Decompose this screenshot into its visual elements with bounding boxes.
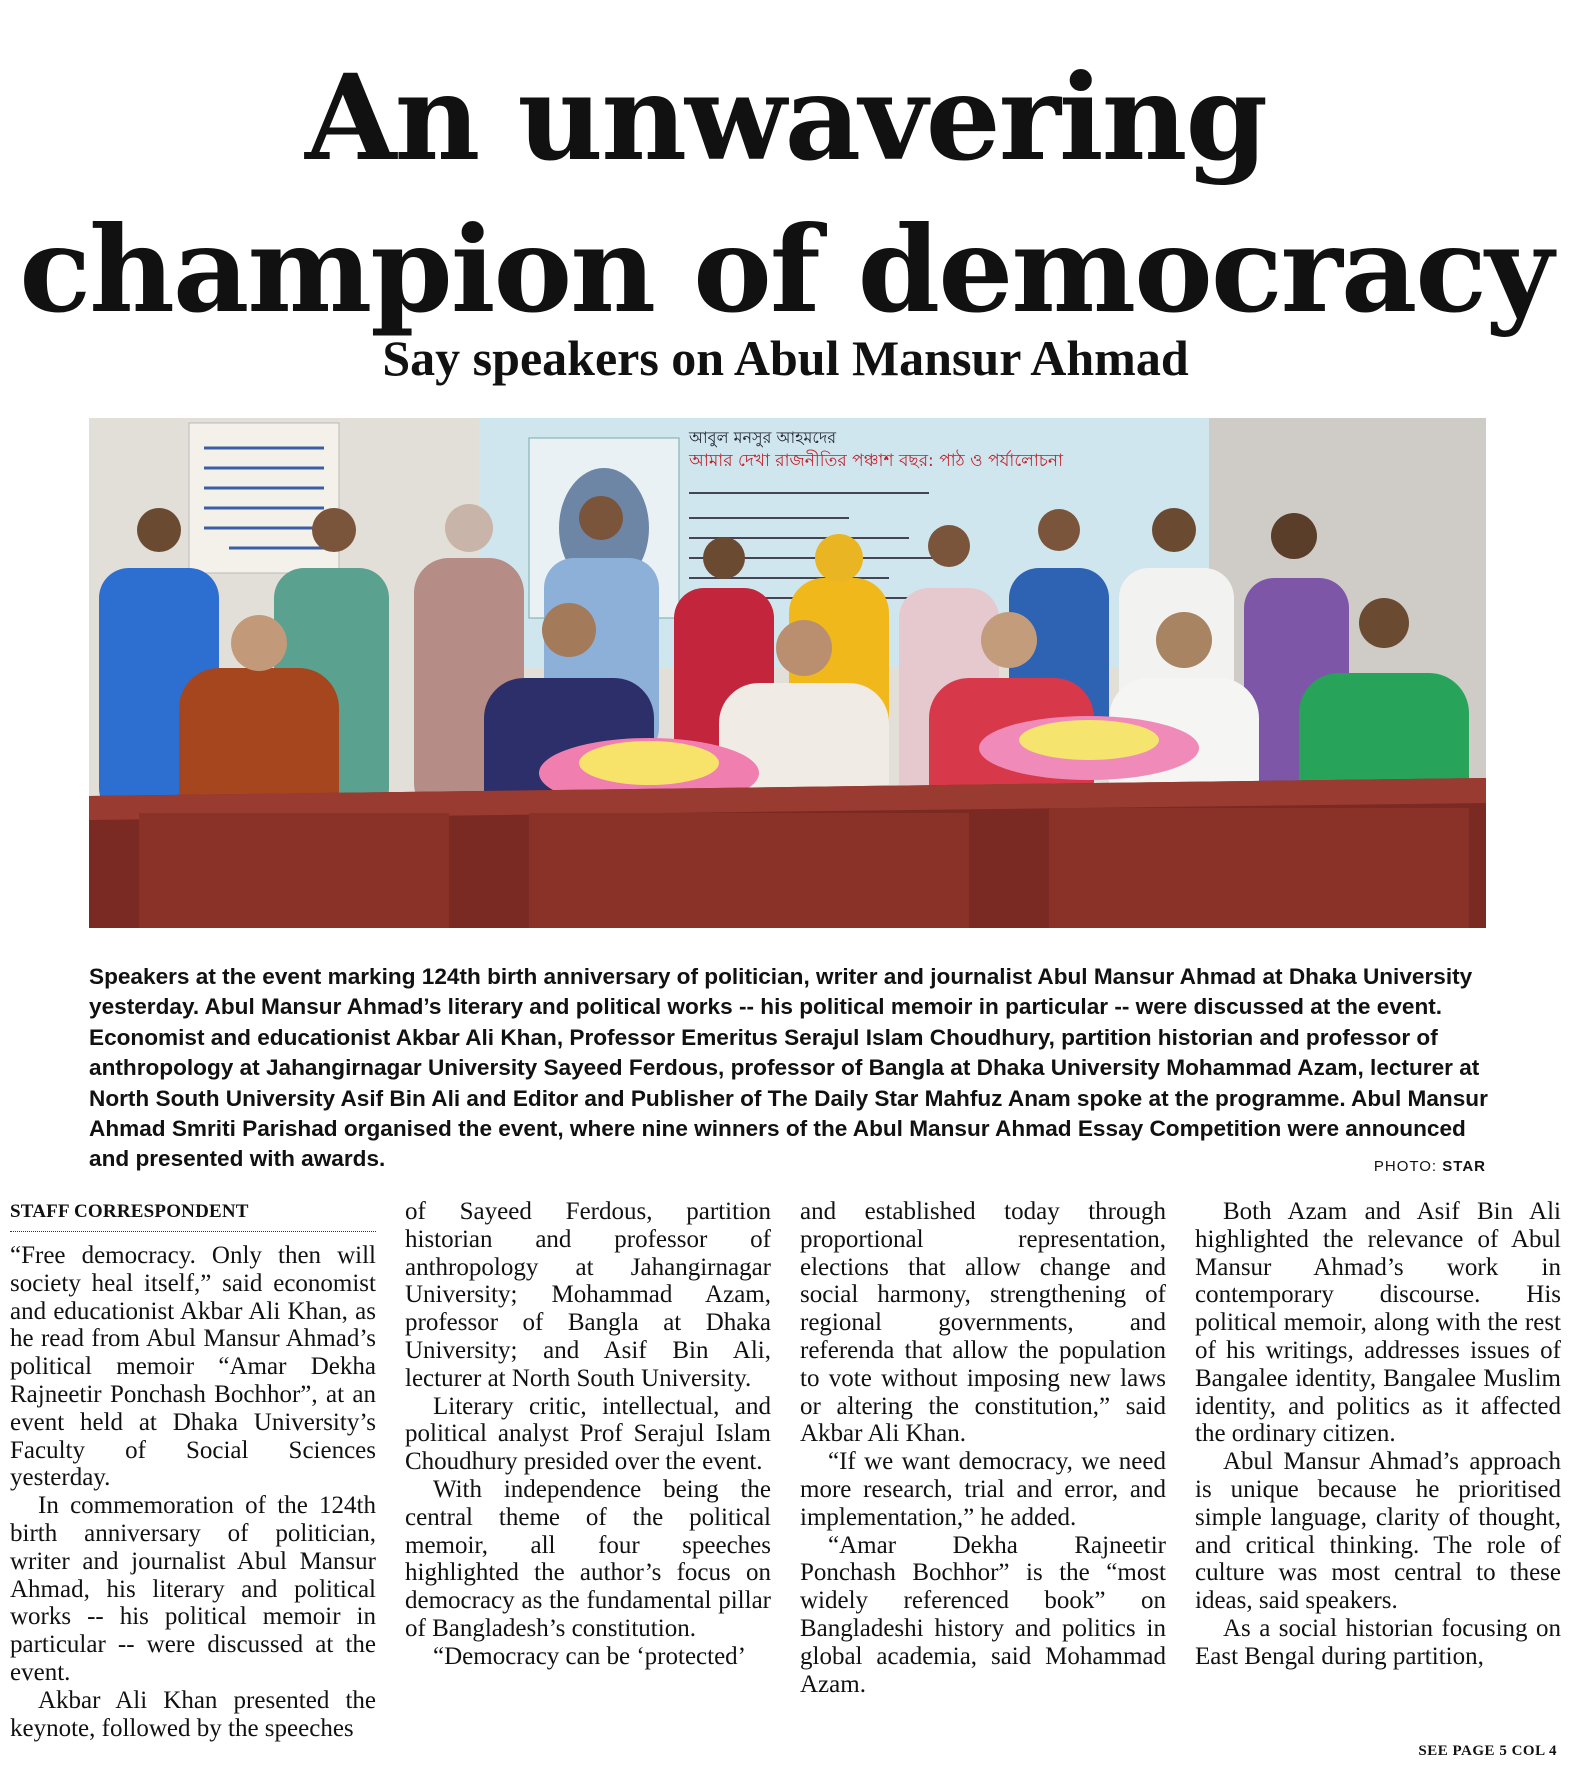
body-paragraph: “Democracy can be ‘protected’ [433, 1642, 747, 1670]
photo-credit [1300, 1158, 1486, 1175]
photo-credit-label: PHOTO: [1373, 1158, 1438, 1175]
column-3 [800, 1198, 1166, 1758]
headline: An unwavering champion of democracy [19, 48, 1552, 339]
banner-line-1: আবুল মনসুর আহমদের [689, 428, 837, 447]
body-paragraph: “Free democracy. Only then will society heal itself,” said economist and educationist Akbar Ali Khan, as he read from Abul Mansur Ahmad’s political memoir “Amar Dekha Rajneetir Ponchash Bochhor”, at an event held at Dhaka University’s Faculty of Social Sciences yesterday. [10, 1242, 376, 1492]
body-paragraph: As a social historian focusing on East Bengal during partition, [1195, 1614, 1561, 1670]
event-photo [89, 418, 1486, 928]
body-paragraph: and established today through proportional representation, elections that allow change and social harmony, strengthening of regional governments, and referenda that allow the population to vote without imposing new laws or altering the constitution,” said Akbar Ali Khan. [800, 1198, 1166, 1448]
body-paragraph: Abul Mansur Ahmad’s approach is unique because he prioritised simple language, clarity of thought, and critical thinking. The role of culture was most central to these ideas, said speakers. [1195, 1448, 1561, 1615]
body-paragraph: of Sayeed Ferdous, partition historian and professor of anthropology at Jahangirnagar University; Mohammad Azam, professor of Bangla at Dhaka University; and Asif Bin Ali, lecturer at North South University. [405, 1198, 771, 1392]
article-body [10, 1198, 1562, 1758]
body-paragraph: “If we want democracy, we need more research, trial and error, and implementation,” he added. [800, 1448, 1166, 1531]
body-paragraph: “Amar Dekha Rajneetir Ponchash Bochhor” is the “most widely referenced book” on Bangladeshi history and politics in global academia, said Mohammad Azam. [800, 1531, 1166, 1698]
banner-line-2: আমার দেখা রাজনীতির পঞ্চাশ বছর: পাঠ ও পর্যালোচনা [689, 451, 1064, 471]
body-paragraph: Both Azam and Asif Bin Ali highlighted the relevance of Abul Mansur Ahmad’s work in contemporary discourse. His political memoir, along with the rest of his writings, addresses issues of Bangalee identity, Bangalee Muslim identity, and politics as it affected the ordinary citizen. [1195, 1198, 1561, 1448]
body-paragraph: Akbar Ali Khan presented the keynote, followed by the speeches [10, 1686, 376, 1742]
photo-caption: Speakers at the event marking 124th birth anniversary of politician, writer and journalist Abul Mansur Ahmad at Dhaka University yesterday. Abul Mansur Ahmad’s literary and political works -- his political memoir in particular -- were discussed at the event. Economist and educationist Akbar Ali Khan, Professor Emeritus Serajul Islam Choudhury, partition historian and professor of anthropology at Jahangirnagar University Sayeed Ferdous, professor of Bangla at Dhaka University Mohammad Azam, lecturer at North South University Asif Bin Ali and Editor and Publisher of The Daily Star Mahfuz Anam spoke at the programme. Abul Mansur Ahmad Smriti Parishad organised the event, where nine winners of the Abul Mansur Ahmad Essay Competition were announced and presented with awards. [89, 964, 1488, 1172]
column-4 [1195, 1198, 1561, 1758]
photo-credit-source: STAR [1442, 1158, 1486, 1175]
continuation-link[interactable]: SEE PAGE 5 COL 4 [1418, 1743, 1557, 1759]
body-paragraph: In commemoration of the 124th birth anniversary of politician, writer and journalist Abul Mansur Ahmad, his literary and political works -- his political memoir in particular -- were discussed at the event. [10, 1492, 376, 1686]
column-2 [405, 1198, 771, 1758]
column-1 [10, 1198, 376, 1758]
body-paragraph: Literary critic, intellectual, and political analyst Prof Serajul Islam Choudhury presided over the event. [405, 1392, 771, 1476]
body-paragraph: With independence being the central theme of the political memoir, all four speeches highlighted the author’s focus on democracy as the fundamental pillar of Bangladesh’s constitution. [405, 1475, 771, 1642]
subheadline: Say speakers on Abul Mansur Ahmad [382, 330, 1189, 386]
byline: STAFF CORRESPONDENT [10, 1201, 376, 1232]
